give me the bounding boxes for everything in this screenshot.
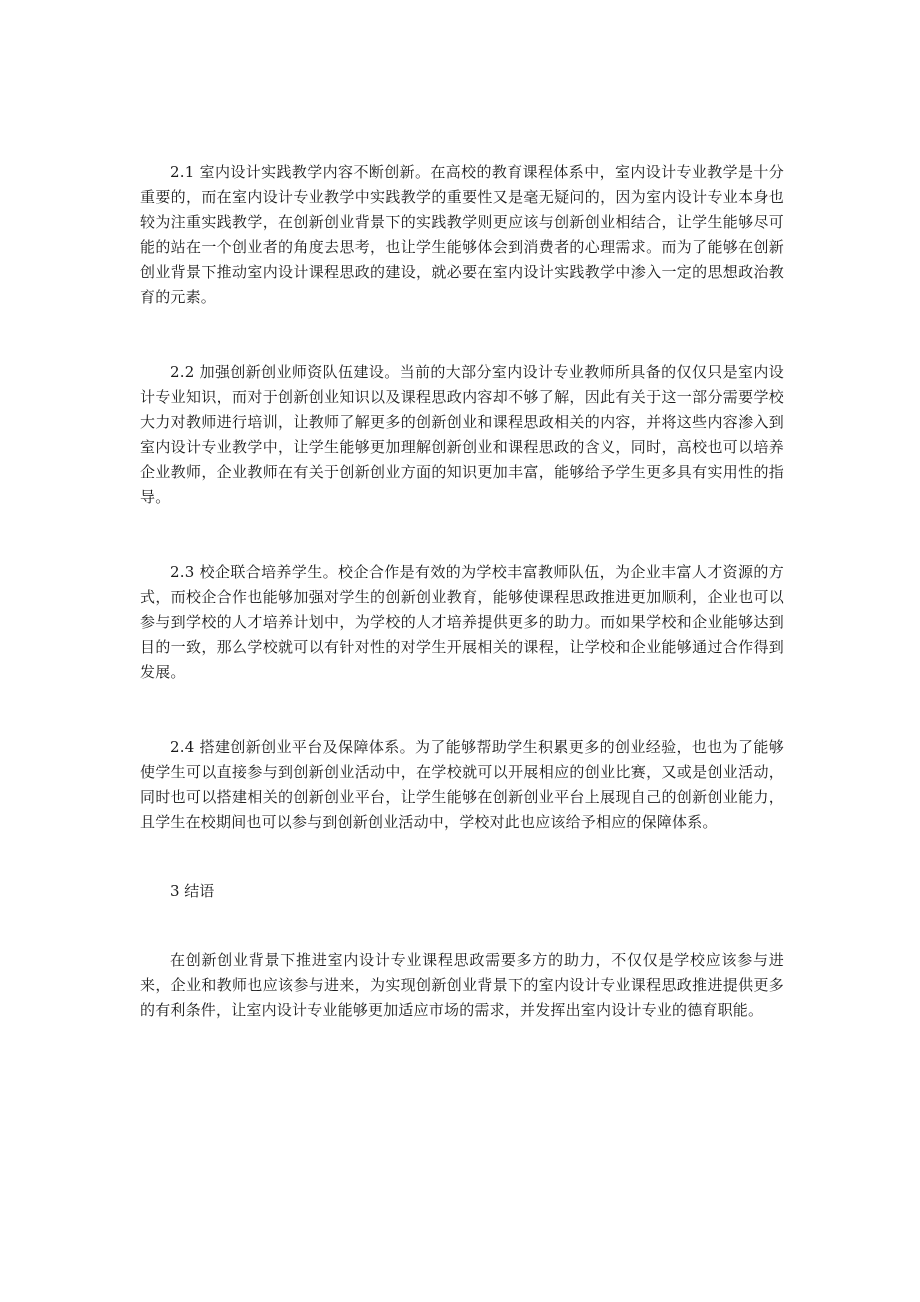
paragraph-2-3: 2.3 校企联合培养学生。校企合作是有效的为学校丰富教师队伍，为企业丰富人才资源的方式，而校企合作也能够加强对学生的创新创业教育，能够使课程思政推进更加顺利，企业也可以参与到学校的人才培养计划中，为学校的人才培养提供更多的助力。而如果学校和企业能够达到目的一致，那么学校就可以有针对性的对学生开展相关的课程，让学校和企业能够通过合作得到发展。 [140, 563, 784, 681]
document-body [140, 160, 784, 1023]
paragraph-2-1: 2.1 室内设计实践教学内容不断创新。在高校的教育课程体系中，室内设计专业教学是十分重要的，而在室内设计专业教学中实践教学的重要性又是毫无疑问的，因为室内设计专业本身也较为注重实践教学，在创新创业背景下的实践教学则更应该与创新创业相结合，让学生能够尽可能的站在一个创业者的角度去思考，也让学生能够体会到消费者的心理需求。而为了能够在创新创业背景下推动室内设计课程思政的建设，就必要在室内设计实践教学中渗入一定的思想政治教育的元素。 [140, 163, 784, 306]
paragraph-gap [140, 904, 784, 948]
paragraph-gap [140, 310, 784, 360]
paragraph-2-4: 2.4 搭建创新创业平台及保障体系。为了能够帮助学生积累更多的创业经验，也也为了能够使学生可以直接参与到创新创业活动中，在学校就可以开展相应的创业比赛，又或是创业活动，同时也可以搭建相关的创新创业平台，让学生能够在创新创业平台上展现自己的创新创业能力，且学生在校期间也可以参与到创新创业活动中，学校对此也应该给予相应的保障体系。 [140, 738, 784, 831]
paragraph-gap [140, 685, 784, 735]
paragraph-gap [140, 835, 784, 879]
paragraph-gap [140, 510, 784, 560]
conclusion-heading: 3 结语 [170, 882, 215, 900]
paragraph-2-2: 2.2 加强创新创业师资队伍建设。当前的大部分室内设计专业教师所具备的仅仅只是室内设计专业知识，而对于创新创业知识以及课程思政内容却不够了解，因此有关于这一部分需要学校大力对教师进行培训，让教师了解更多的创新创业和课程思政相关的内容，并将这些内容渗入到室内设计专业教学中，让学生能够更加理解创新创业和课程思政的含义，同时，高校也可以培养企业教师，企业教师在有关于创新创业方面的知识更加丰富，能够给予学生更多具有实用性的指导。 [140, 363, 784, 506]
conclusion-paragraph: 在创新创业背景下推进室内设计专业课程思政需要多方的助力，不仅仅是学校应该参与进来，企业和教师也应该参与进来，为实现创新创业背景下的室内设计专业课程思政推进提供更多的有利条件，让室内设计专业能够更加适应市场的需求，并发挥出室内设计专业的德育职能。 [140, 951, 784, 1019]
